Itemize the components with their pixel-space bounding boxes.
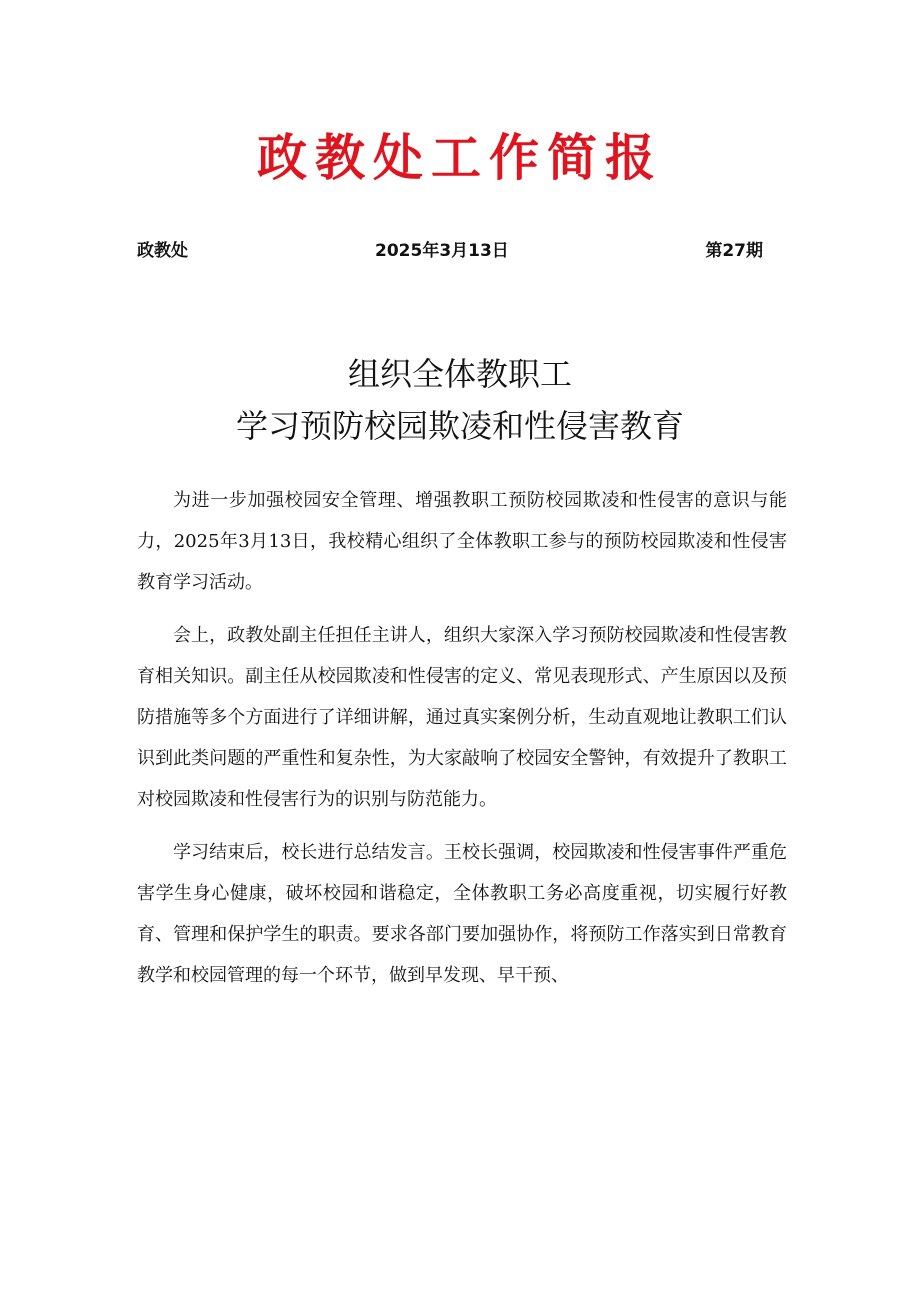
article-headline (0, 348, 920, 452)
article-body (137, 480, 787, 1008)
newsletter-masthead: 政教处工作简报 (257, 128, 663, 187)
issue-number: 第27期 (705, 241, 763, 261)
headline-line-1: 组织全体教职工 (347, 355, 572, 393)
issue-meta-row (137, 236, 763, 266)
body-paragraph-3: 学习结束后，校长进行总结发言。王校长强调，校园欺凌和性侵害事件严重危害学生身心健康，破坏校园和谐稳定，全体教职工务必高度重视，切实履行好教育、管理和保护学生的职责。要求各部门要加强协作，将预防工作落实到日常教育教学和校园管理的每一个环节，做到早发现、早干预、 (137, 842, 787, 986)
body-paragraph-2: 会上，政教处副主任担任主讲人，组织大家深入学习预防校园欺凌和性侵害教育相关知识。副主任从校园欺凌和性侵害的定义、常见表现形式、产生原因以及预防措施等多个方面进行了详细讲解，通过真实案例分析，生动直观地让教职工们认识到此类问题的严重性和复杂性，为大家敲响了校园安全警钟，有效提升了教职工对校园欺凌和性侵害行为的识别与防范能力。 (137, 625, 787, 810)
headline-line-2: 学习预防校园欺凌和性侵害教育 (235, 407, 684, 445)
issue-date: 2025年3月13日 (375, 241, 509, 261)
department-label: 政教处 (137, 241, 188, 261)
body-paragraph-1: 为进一步加强校园安全管理、增强教职工预防校园欺凌和性侵害的意识与能力，2025年3月13日，我校精心组织了全体教职工参与的预防校园欺凌和性侵害教育学习活动。 (137, 490, 787, 593)
